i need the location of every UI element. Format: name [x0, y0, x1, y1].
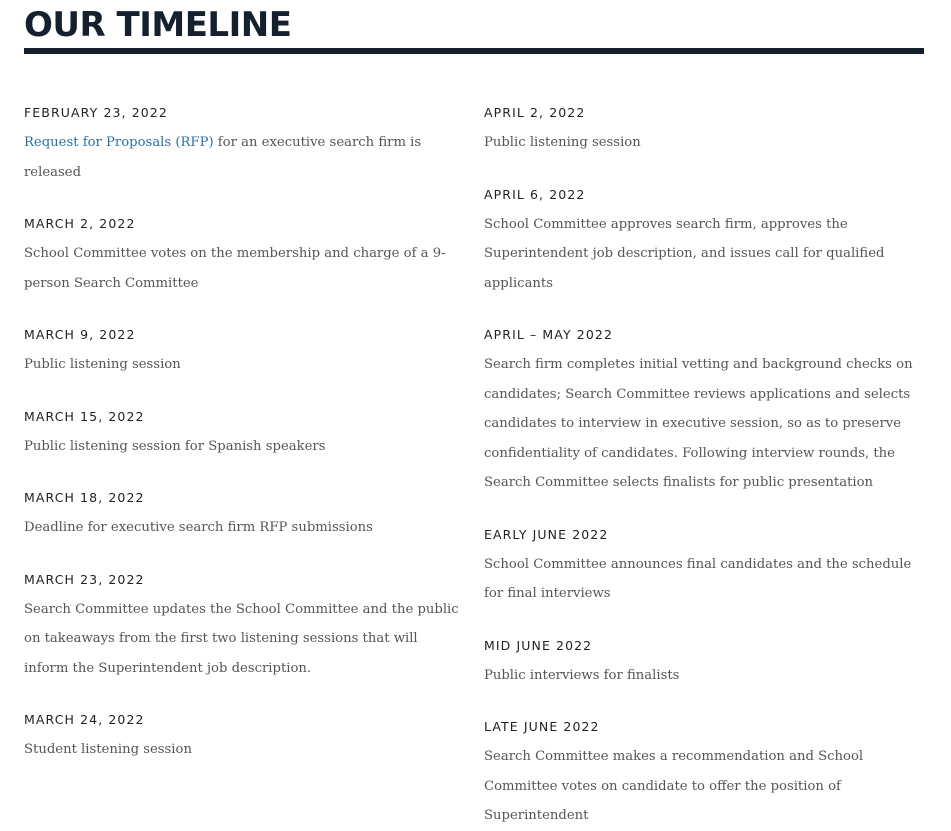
timeline-entry — [24, 571, 460, 684]
timeline-entry — [24, 326, 460, 380]
entry-description: Search firm completes initial vetting and background checks on candidates; Search Committee reviews applications and selects candidates to interview in executive session, so as to preserve confidentiality of candidates. Following interview rounds, the Search Committee selects finalists for public presentation — [484, 357, 913, 490]
timeline-right-column — [484, 104, 926, 831]
entry-description: Public listening session for Spanish speakers — [24, 438, 326, 454]
timeline-left-column — [24, 104, 460, 765]
entry-description: School Committee votes on the membership and charge of a 9-person Search Committee — [24, 246, 446, 291]
entry-description: Student listening session — [24, 742, 192, 757]
timeline-entry — [24, 408, 460, 462]
rfp-link[interactable]: Request for Proposals (RFP) — [24, 135, 214, 150]
entry-date: EARLY JUNE 2022 — [484, 526, 609, 542]
entry-description — [24, 128, 460, 187]
entry-date: MID JUNE 2022 — [484, 637, 593, 653]
entry-description: Deadline for executive search firm RFP submissions — [24, 520, 373, 535]
entry-date: APRIL 2, 2022 — [484, 105, 586, 120]
timeline-entry — [484, 718, 926, 831]
entry-description: Public listening session — [24, 357, 181, 372]
entry-description: School Committee approves search firm, approves the Superintendent job description, and issues call for qualified applicants — [484, 216, 885, 291]
entry-date: APRIL – MAY 2022 — [484, 327, 614, 342]
entry-date: MARCH 2, 2022 — [24, 216, 136, 231]
entry-date: MARCH 23, 2022 — [24, 571, 145, 587]
timeline-entry — [24, 104, 460, 187]
title-divider — [24, 48, 924, 54]
entry-description: Search Committee makes a recommendation and School Committee votes on candidate to offer the position of Superintendent — [484, 749, 864, 823]
entry-date: MARCH 24, 2022 — [24, 712, 145, 727]
timeline-entry — [484, 526, 926, 609]
timeline-entry — [484, 637, 926, 691]
timeline-entry — [24, 711, 460, 765]
entry-description: Search Committee updates the School Committee and the public on takeaways from the first two listening sessions that will inform the Superintendent job description. — [24, 601, 459, 676]
timeline-entry — [484, 186, 926, 299]
entry-date: MARCH 9, 2022 — [24, 327, 136, 342]
entry-date: MARCH 18, 2022 — [24, 490, 145, 505]
timeline-entry — [484, 326, 926, 498]
entry-date: LATE JUNE 2022 — [484, 719, 600, 734]
entry-date: APRIL 6, 2022 — [484, 186, 586, 202]
entry-description: Public interviews for finalists — [484, 667, 680, 683]
page-title: OUR TIMELINE — [24, 5, 292, 45]
entry-description-text: for an executive search firm is released — [24, 135, 422, 180]
timeline-entry — [24, 215, 460, 298]
entry-description: School Committee announces final candidates and the schedule for final interviews — [484, 556, 912, 601]
entry-description: Public listening session — [484, 135, 641, 150]
entry-date: MARCH 15, 2022 — [24, 408, 145, 424]
timeline-entry — [484, 104, 926, 158]
entry-date: FEBRUARY 23, 2022 — [24, 105, 168, 120]
timeline-entry — [24, 489, 460, 543]
